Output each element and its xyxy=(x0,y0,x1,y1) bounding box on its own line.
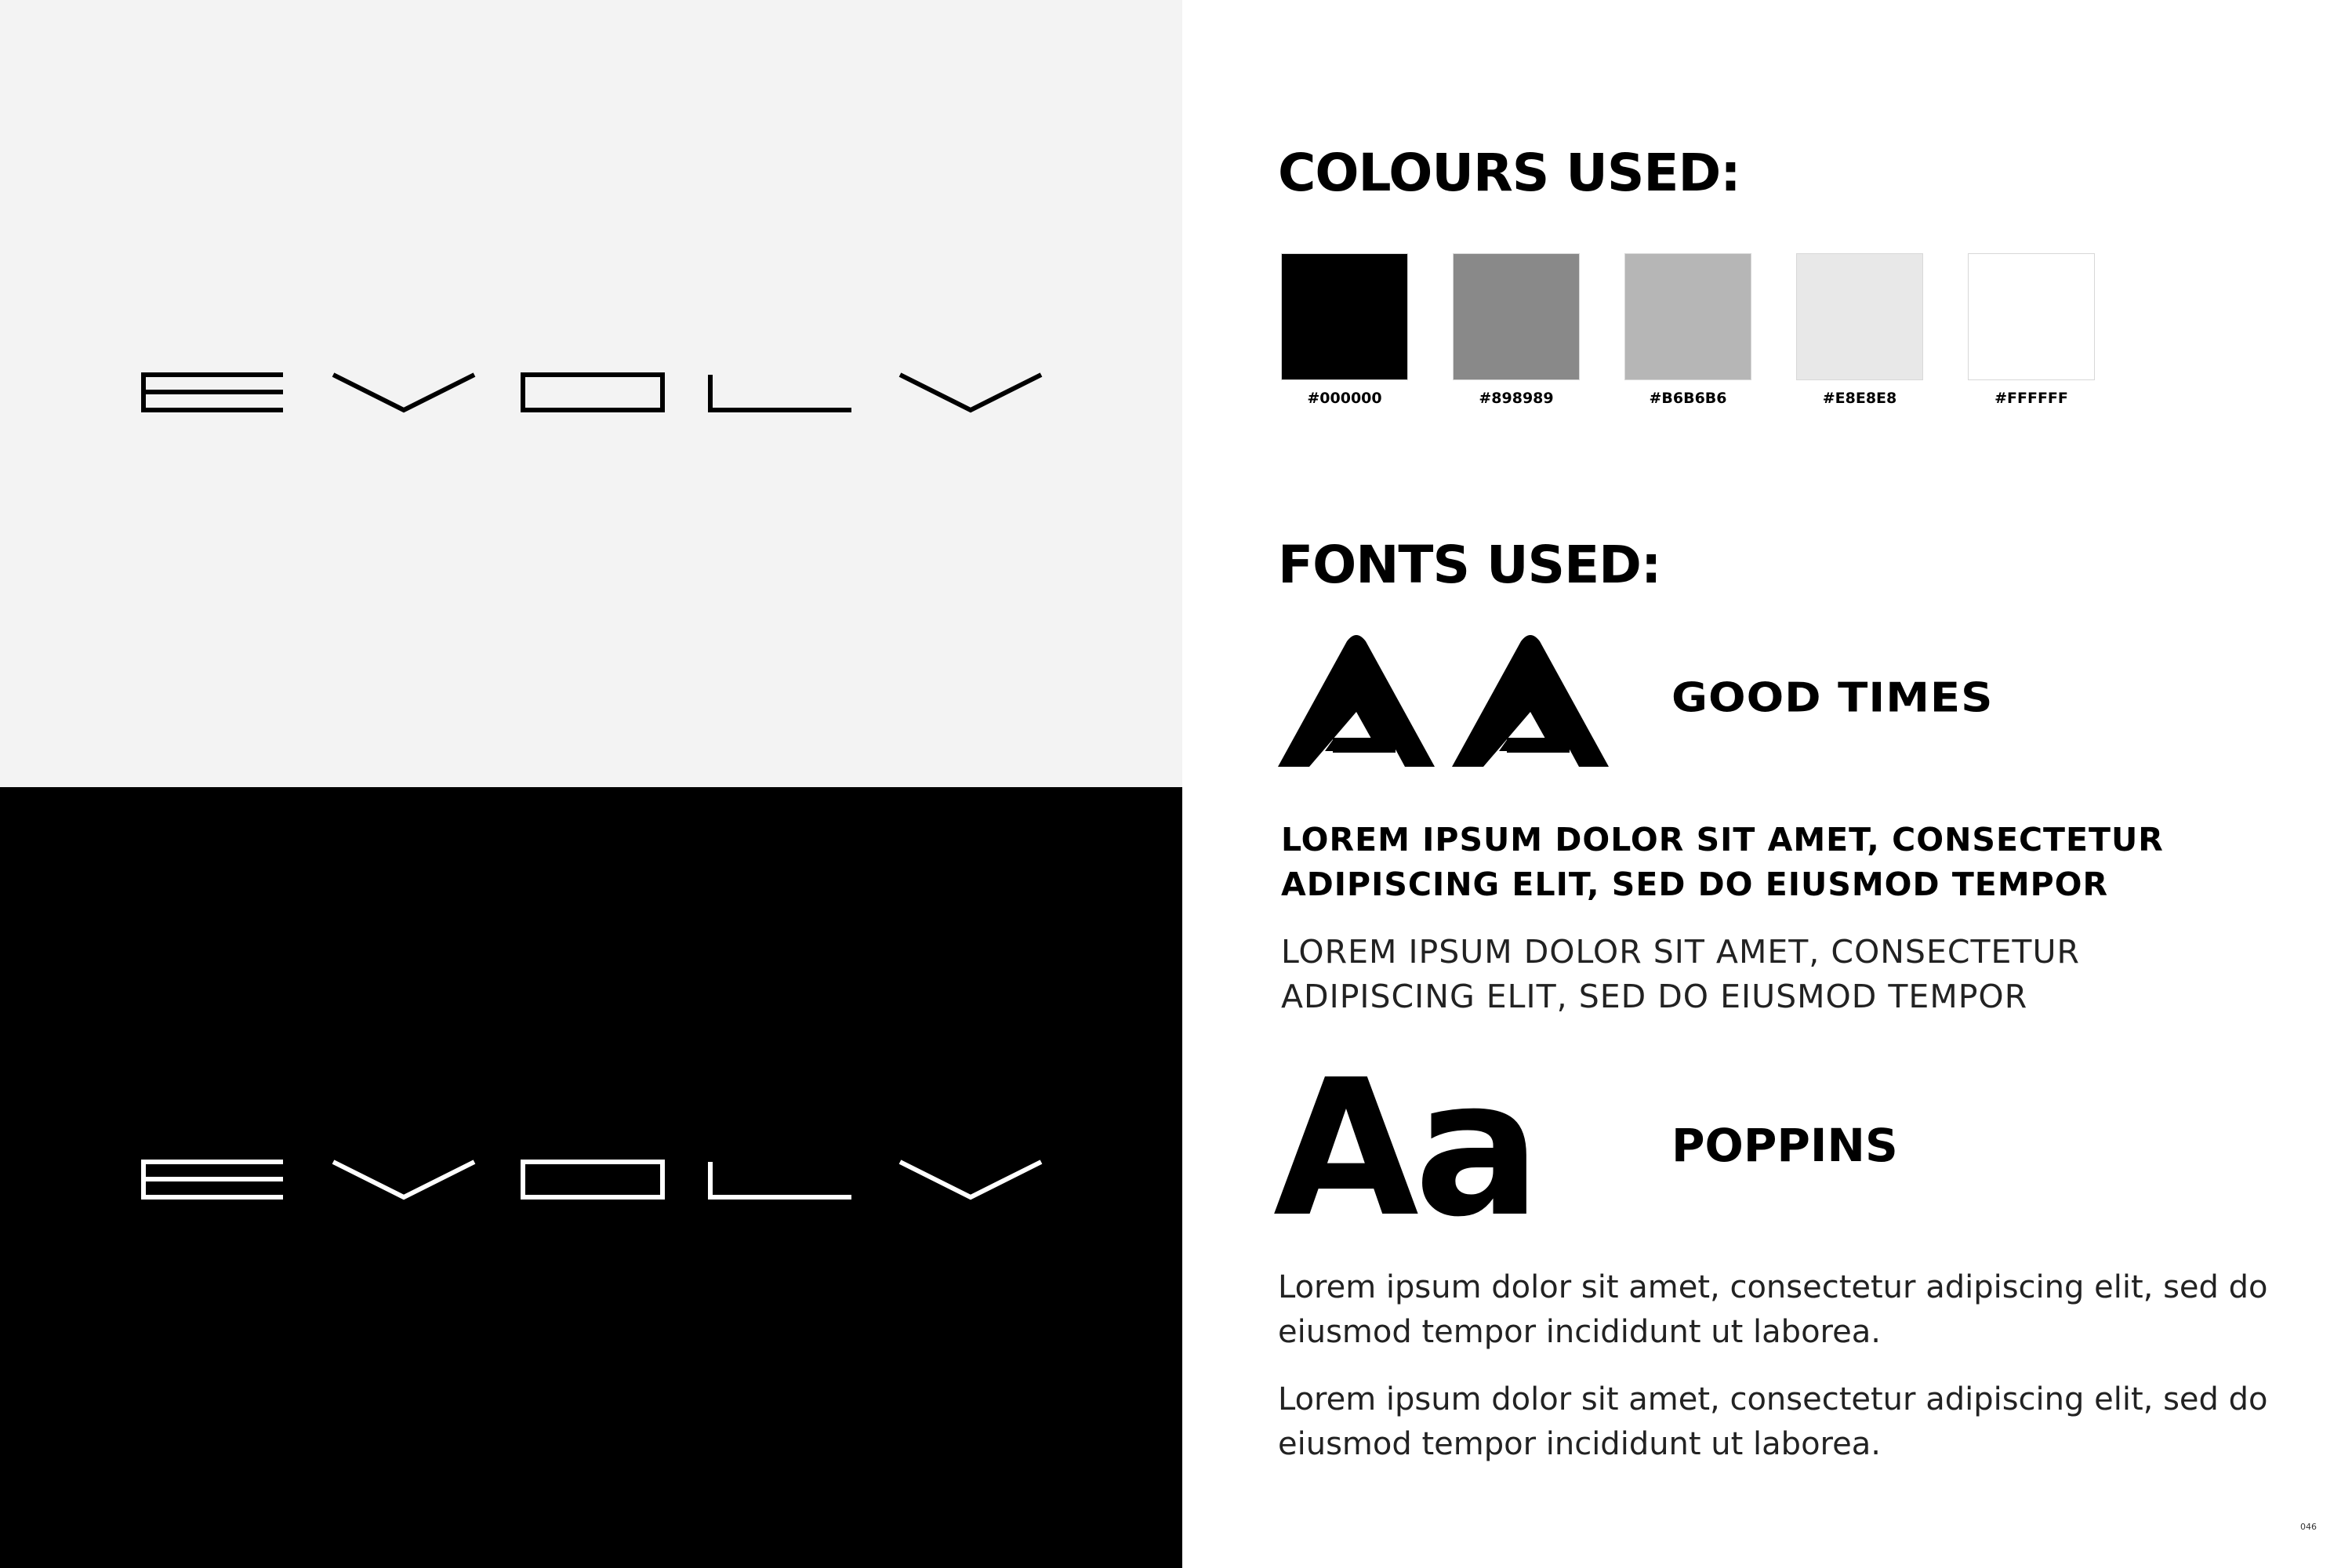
swatch-black xyxy=(1281,253,1408,407)
evolv-logo-light xyxy=(141,1160,1043,1207)
logo-letter-o xyxy=(523,1162,662,1197)
poppins-font-name: POPPINS xyxy=(1671,1119,1898,1172)
good-times-sample-bold: LOREM IPSUM DOLOR SIT AMET, CONSECTETUR ADIPISCING ELIT, SED DO EIUSMOD TEMPOR xyxy=(1281,821,2164,903)
logo-panel-dark xyxy=(0,787,1182,1568)
logo-letter-l xyxy=(710,1162,851,1197)
evolv-logo-dark xyxy=(141,372,1043,419)
swatch-mid-grey xyxy=(1624,253,1751,407)
logo-letter-v xyxy=(333,375,474,410)
swatch-box xyxy=(1968,253,2095,380)
good-times-font-name: GOOD TIMES xyxy=(1671,674,1994,722)
logo-letter-v2 xyxy=(900,375,1041,410)
swatch-box xyxy=(1281,253,1408,380)
swatch-box xyxy=(1796,253,1923,380)
swatch-light-grey xyxy=(1796,253,1923,407)
logo-letter-o xyxy=(523,375,662,410)
colour-swatches xyxy=(1281,253,2143,418)
swatch-white xyxy=(1968,253,2095,407)
poppins-sample-2: Lorem ipsum dolor sit amet, consectetur adipiscing elit, sed do eiusmod tempor incididunt ut laborea. xyxy=(1278,1381,2268,1462)
poppins-glyph-sample: Aa xyxy=(1273,1039,1537,1258)
logo-letter-e xyxy=(143,1162,283,1197)
swatch-label: #B6B6B6 xyxy=(1649,390,1727,407)
fonts-heading: FONTS USED: xyxy=(1278,535,1661,595)
logo-letter-e xyxy=(143,375,283,410)
brand-info-column xyxy=(1273,0,2297,1568)
swatch-label: #FFFFFF xyxy=(1994,390,2068,407)
logo-letter-v xyxy=(333,1162,474,1197)
swatch-dark-grey xyxy=(1453,253,1580,407)
good-times-glyph-sample xyxy=(1278,633,1623,771)
swatch-label: #000000 xyxy=(1307,390,1382,407)
logo-panel-light xyxy=(0,0,1182,787)
poppins-sample-1: Lorem ipsum dolor sit amet, consectetur adipiscing elit, sed do eiusmod tempor incididunt ut laborea. xyxy=(1278,1269,2268,1350)
colours-heading: COLOURS USED: xyxy=(1278,143,1740,203)
swatch-label: #898989 xyxy=(1479,390,1554,407)
logo-letter-l xyxy=(710,375,851,410)
good-times-sample-regular: LOREM IPSUM DOLOR SIT AMET, CONSECTETUR ADIPISCING ELIT, SED DO EIUSMOD TEMPOR xyxy=(1281,933,2080,1015)
logo-letter-v2 xyxy=(900,1162,1041,1197)
swatch-label: #E8E8E8 xyxy=(1822,390,1897,407)
swatch-box xyxy=(1453,253,1580,380)
page-number: 046 xyxy=(2300,1522,2317,1532)
swatch-box xyxy=(1624,253,1751,380)
